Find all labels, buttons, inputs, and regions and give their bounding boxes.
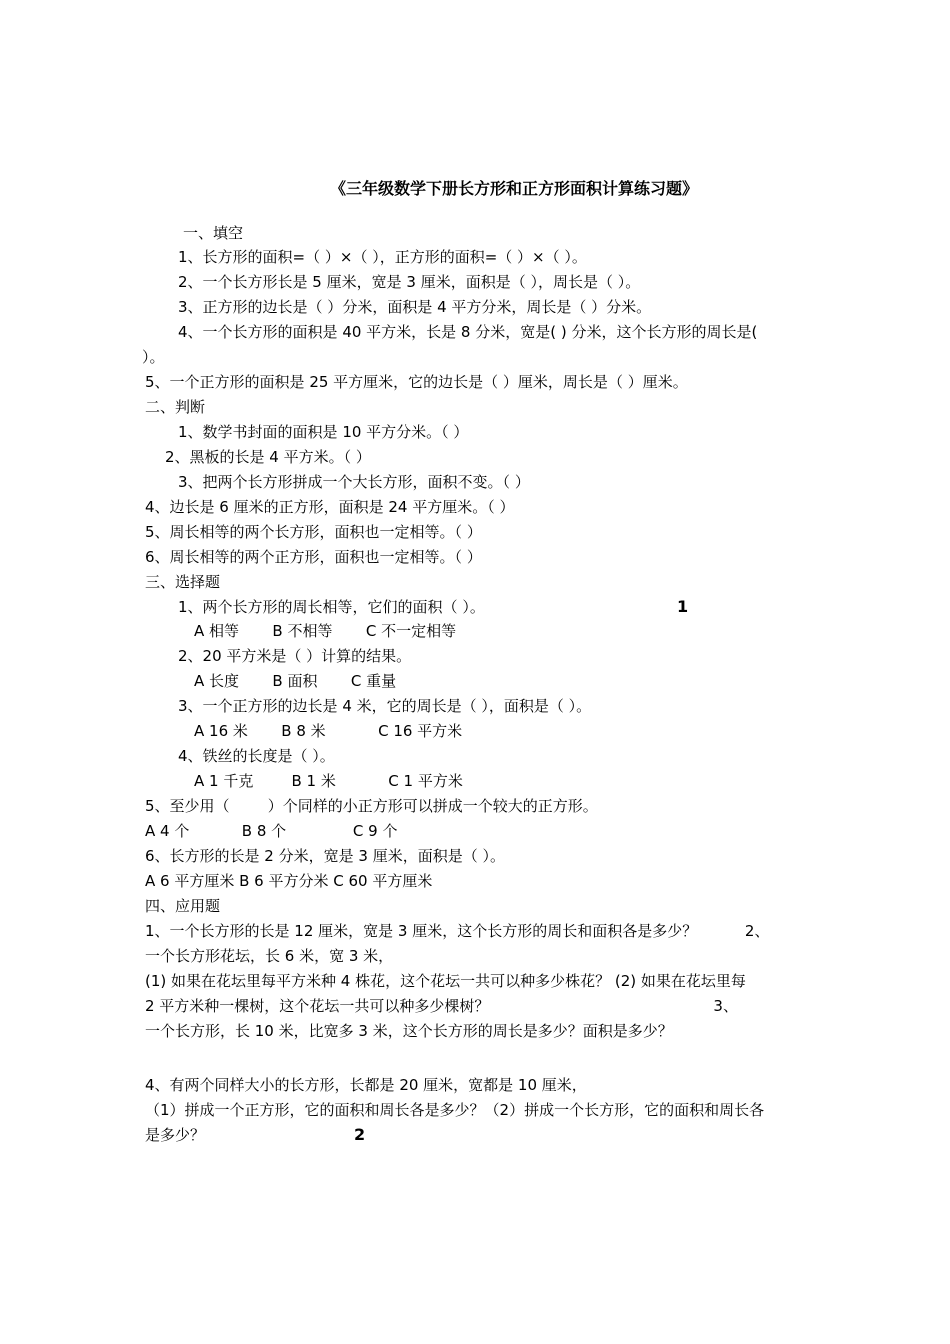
apply-line-7: （1）拼成一个正方形，它的面积和周长各是多少？（2）拼成一个长方形，它的面积和周长各 (145, 1101, 765, 1119)
choice-question-4: 4、铁丝的长度是（ ）。 (178, 747, 335, 765)
judge-question-2: 2、黑板的长是 4 平方米。（ ） (165, 448, 371, 466)
choice-options-2: A 长度 B 面积 C 重量 (194, 672, 397, 690)
fill-question-4: 4、一个长方形的面积是 40 平方米，长是 8 分米，宽是( ) 分米，这个长方形的周长是( (178, 323, 758, 341)
section-heading-apply: 四、应用题 (145, 897, 221, 915)
fill-question-3: 3、正方形的边长是（ ）分米，面积是 4 平方分米，周长是（ ）分米。 (178, 298, 652, 316)
choice-options-6: A 6 平方厘米 B 6 平方分米 C 60 平方厘米 (145, 872, 433, 890)
fill-question-1: 1、长方形的面积=（ ）×（ ），正方形的面积=（ ）×（ ）。 (178, 248, 587, 266)
section-heading-choice: 三、选择题 (145, 573, 221, 591)
judge-question-5: 5、周长相等的两个长方形，面积也一定相等。（ ） (145, 523, 482, 541)
apply-line-3: (1) 如果在花坛里每平方米种 4 株花，这个花坛一共可以种多少株花？ (2) 如果在花坛里每 (145, 972, 746, 990)
fill-question-5: 5、一个正方形的面积是 25 平方厘米，它的边长是（ ）厘米，周长是（ ）厘米。 (145, 373, 688, 391)
page-title: 《三年级数学下册长方形和正方形面积计算练习题》 (329, 179, 698, 198)
choice-question-2: 2、20 平方米是（ ）计算的结果。 (178, 647, 412, 665)
apply-line-8: 是多少？ (145, 1126, 206, 1144)
fill-question-4-cont: ）。 (142, 348, 165, 366)
page-number-1: 1 (677, 597, 689, 616)
apply-line-4: 2 平方米种一棵树，这个花坛一共可以种多少棵树？ 3、 (145, 997, 738, 1015)
choice-options-3: A 16 米 B 8 米 C 16 平方米 (194, 722, 463, 740)
choice-options-4: A 1 千克 B 1 米 C 1 平方米 (194, 772, 463, 790)
judge-question-6: 6、周长相等的两个正方形，面积也一定相等。（ ） (145, 548, 482, 566)
choice-question-5: 5、至少用（ ）个同样的小正方形可以拼成一个较大的正方形。 (145, 797, 598, 815)
judge-question-1: 1、数学书封面的面积是 10 平方分米。（ ） (178, 423, 469, 441)
choice-options-1: A 相等 B 不相等 C 不一定相等 (194, 622, 457, 640)
section-heading-fill: 一、填空 (183, 224, 244, 242)
judge-question-4: 4、边长是 6 厘米的正方形，面积是 24 平方厘米。（ ） (145, 498, 515, 516)
apply-line-2: 一个长方形花坛，长 6 米，宽 3 米， (145, 947, 394, 965)
fill-question-2: 2、一个长方形长是 5 厘米，宽是 3 厘米，面积是（ ），周长是（ ）。 (178, 273, 641, 291)
choice-question-3: 3、一个正方形的边长是 4 米，它的周长是（ ），面积是（ ）。 (178, 697, 592, 715)
apply-line-6: 4、有两个同样大小的长方形，长都是 20 厘米，宽都是 10 厘米， (145, 1076, 587, 1094)
choice-question-6: 6、长方形的长是 2 分米，宽是 3 厘米，面积是（ ）。 (145, 847, 505, 865)
judge-question-3: 3、把两个长方形拼成一个大长方形，面积不变。（ ） (178, 473, 530, 491)
page-number-2: 2 (354, 1125, 366, 1144)
choice-question-1: 1、两个长方形的周长相等，它们的面积（ ）。 (178, 598, 485, 616)
apply-line-5: 一个长方形，长 10 米，比宽多 3 米，这个长方形的周长是多少？面积是多少？ (145, 1022, 673, 1040)
apply-line-1: 1、一个长方形的长是 12 厘米，宽是 3 厘米，这个长方形的周长和面积各是多少？ 2、 (145, 922, 770, 940)
choice-options-5: A 4 个 B 8 个 C 9 个 (145, 822, 398, 840)
section-heading-judge: 二、判断 (145, 398, 206, 416)
